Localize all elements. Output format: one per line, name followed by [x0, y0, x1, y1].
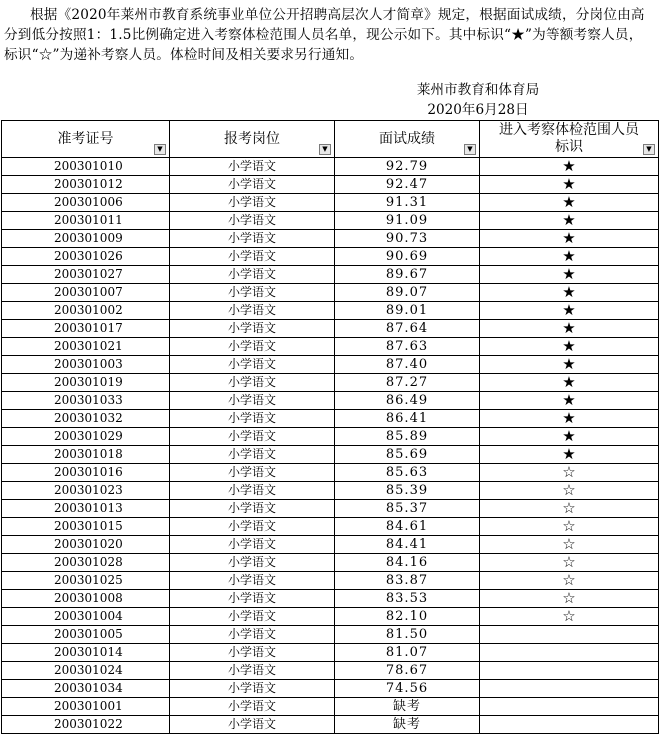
mark-cell[interactable]: ★ — [480, 248, 659, 266]
score-cell[interactable]: 缺考 — [335, 698, 480, 716]
post-cell[interactable]: 小学语文 — [170, 230, 335, 248]
mark-cell[interactable]: ★ — [480, 428, 659, 446]
header-label: 报考岗位 — [224, 130, 280, 147]
score-cell[interactable]: 85.37 — [335, 500, 480, 518]
score-cell[interactable]: 90.69 — [335, 248, 480, 266]
score-cell[interactable]: 缺考 — [335, 716, 480, 734]
table-row — [2, 554, 659, 572]
exam-id-cell[interactable]: 200301002 — [2, 302, 170, 320]
exam-id-cell[interactable]: 200301025 — [2, 572, 170, 590]
exam-id-cell[interactable]: 200301009 — [2, 230, 170, 248]
post-cell[interactable]: 小学语文 — [170, 392, 335, 410]
table-row — [2, 698, 659, 716]
table-row — [2, 158, 659, 176]
score-cell[interactable]: 84.41 — [335, 536, 480, 554]
exam-id-cell[interactable]: 200301010 — [2, 158, 170, 176]
score-cell[interactable]: 85.69 — [335, 446, 480, 464]
mark-cell[interactable]: ☆ — [480, 608, 659, 626]
exam-id-cell[interactable]: 200301020 — [2, 536, 170, 554]
exam-id-cell[interactable]: 200301032 — [2, 410, 170, 428]
post-cell[interactable]: 小学语文 — [170, 248, 335, 266]
mark-cell[interactable]: ☆ — [480, 572, 659, 590]
exam-id-cell[interactable]: 200301026 — [2, 248, 170, 266]
post-cell[interactable]: 小学语文 — [170, 482, 335, 500]
table-row — [2, 302, 659, 320]
post-cell[interactable]: 小学语文 — [170, 158, 335, 176]
score-cell[interactable]: 89.01 — [335, 302, 480, 320]
exam-id-cell[interactable]: 200301023 — [2, 482, 170, 500]
score-cell[interactable]: 85.39 — [335, 482, 480, 500]
table-row — [2, 338, 659, 356]
mark-cell[interactable]: ★ — [480, 194, 659, 212]
mark-cell[interactable] — [480, 626, 659, 644]
exam-id-cell[interactable]: 200301022 — [2, 716, 170, 734]
table-row — [2, 212, 659, 230]
table-row — [2, 500, 659, 518]
post-cell[interactable]: 小学语文 — [170, 500, 335, 518]
post-cell[interactable]: 小学语文 — [170, 446, 335, 464]
mark-cell[interactable]: ★ — [480, 176, 659, 194]
mark-cell[interactable]: ★ — [480, 212, 659, 230]
mark-cell[interactable] — [480, 680, 659, 698]
exam-id-cell[interactable]: 200301027 — [2, 266, 170, 284]
mark-cell[interactable]: ☆ — [480, 554, 659, 572]
mark-cell[interactable]: ★ — [480, 446, 659, 464]
post-cell[interactable]: 小学语文 — [170, 320, 335, 338]
post-cell[interactable]: 小学语文 — [170, 374, 335, 392]
score-cell[interactable]: 91.31 — [335, 194, 480, 212]
post-cell[interactable]: 小学语文 — [170, 662, 335, 680]
mark-cell[interactable]: ☆ — [480, 590, 659, 608]
table-row — [2, 536, 659, 554]
score-cell[interactable]: 82.10 — [335, 608, 480, 626]
exam-id-cell[interactable]: 200301021 — [2, 338, 170, 356]
table-row — [2, 266, 659, 284]
mark-cell[interactable]: ★ — [480, 284, 659, 302]
score-cell[interactable]: 84.61 — [335, 518, 480, 536]
table-row — [2, 320, 659, 338]
mark-cell[interactable]: ★ — [480, 374, 659, 392]
exam-id-cell[interactable]: 200301014 — [2, 644, 170, 662]
mark-cell[interactable]: ★ — [480, 158, 659, 176]
post-cell[interactable]: 小学语文 — [170, 680, 335, 698]
table-row — [2, 482, 659, 500]
table-row — [2, 716, 659, 734]
table-row — [2, 590, 659, 608]
score-cell[interactable]: 87.64 — [335, 320, 480, 338]
exam-id-cell[interactable]: 200301007 — [2, 284, 170, 302]
score-cell[interactable]: 91.09 — [335, 212, 480, 230]
mark-cell[interactable]: ☆ — [480, 482, 659, 500]
exam-id-cell[interactable]: 200301017 — [2, 320, 170, 338]
table-row — [2, 608, 659, 626]
issue-date: 2020年6月28日 — [427, 102, 529, 118]
post-cell[interactable]: 小学语文 — [170, 302, 335, 320]
mark-cell[interactable]: ★ — [480, 410, 659, 428]
table-row — [2, 392, 659, 410]
score-cell[interactable]: 85.89 — [335, 428, 480, 446]
exam-id-cell[interactable]: 200301029 — [2, 428, 170, 446]
score-cell[interactable]: 90.73 — [335, 230, 480, 248]
header-row — [2, 121, 659, 158]
mark-cell[interactable] — [480, 644, 659, 662]
score-cell[interactable]: 87.63 — [335, 338, 480, 356]
table-row — [2, 464, 659, 482]
post-cell[interactable]: 小学语文 — [170, 338, 335, 356]
filter-dropdown-icon[interactable]: ▼ — [464, 144, 476, 155]
table-row — [2, 176, 659, 194]
exam-id-cell[interactable]: 200301024 — [2, 662, 170, 680]
exam-id-cell[interactable]: 200301034 — [2, 680, 170, 698]
mark-cell[interactable]: ★ — [480, 338, 659, 356]
mark-cell[interactable]: ★ — [480, 356, 659, 374]
score-cell[interactable]: 78.67 — [335, 662, 480, 680]
score-cell[interactable]: 92.79 — [335, 158, 480, 176]
post-cell[interactable]: 小学语文 — [170, 554, 335, 572]
table-row — [2, 572, 659, 590]
exam-id-cell[interactable]: 200301011 — [2, 212, 170, 230]
score-cell[interactable]: 86.41 — [335, 410, 480, 428]
score-cell[interactable]: 81.50 — [335, 626, 480, 644]
table-row — [2, 284, 659, 302]
issuer-block — [398, 80, 558, 120]
score-cell[interactable]: 74.56 — [335, 680, 480, 698]
exam-id-cell[interactable]: 200301016 — [2, 464, 170, 482]
table-row — [2, 230, 659, 248]
score-cell[interactable]: 81.07 — [335, 644, 480, 662]
exam-id-cell[interactable]: 200301015 — [2, 518, 170, 536]
header-label: 准考证号 — [57, 130, 114, 147]
table-row — [2, 356, 659, 374]
header-label: 面试成绩 — [379, 130, 435, 147]
mark-cell[interactable]: ★ — [480, 230, 659, 248]
exam-id-cell[interactable]: 200301003 — [2, 356, 170, 374]
notice-text: 根据《2020年莱州市教育系统事业单位公开招聘高层次人才简章》规定，根据面试成绩，分岗位由高分到低分按照1：1.5比例确定进入考察体检范围人员名单，现公示如下。其中标识“★”为等额考察人员，标识“☆”为递补考察人员。体检时间及相关要求另行通知。 — [4, 7, 645, 63]
score-cell[interactable]: 87.40 — [335, 356, 480, 374]
table-row — [2, 644, 659, 662]
table-row — [2, 680, 659, 698]
filter-dropdown-icon[interactable]: ▼ — [319, 144, 331, 155]
table-row — [2, 410, 659, 428]
mark-cell[interactable]: ☆ — [480, 536, 659, 554]
header-label-line2: 标识 — [555, 139, 583, 155]
mark-cell[interactable]: ☆ — [480, 500, 659, 518]
post-cell[interactable]: 小学语文 — [170, 464, 335, 482]
table-row — [2, 374, 659, 392]
table-row — [2, 518, 659, 536]
post-cell[interactable]: 小学语文 — [170, 536, 335, 554]
exam-id-cell[interactable]: 200301028 — [2, 554, 170, 572]
post-cell[interactable]: 小学语文 — [170, 194, 335, 212]
post-cell[interactable]: 小学语文 — [170, 212, 335, 230]
table-row — [2, 428, 659, 446]
post-cell[interactable]: 小学语文 — [170, 284, 335, 302]
mark-cell[interactable]: ☆ — [480, 518, 659, 536]
post-cell[interactable]: 小学语文 — [170, 266, 335, 284]
score-cell[interactable]: 85.63 — [335, 464, 480, 482]
post-cell[interactable]: 小学语文 — [170, 608, 335, 626]
table-row — [2, 626, 659, 644]
header-exam-id — [2, 121, 170, 158]
mark-cell[interactable]: ★ — [480, 392, 659, 410]
post-cell[interactable]: 小学语文 — [170, 716, 335, 734]
post-cell[interactable]: 小学语文 — [170, 644, 335, 662]
mark-cell[interactable] — [480, 662, 659, 680]
results-table — [1, 120, 659, 734]
table-row — [2, 248, 659, 266]
header-score — [335, 121, 480, 158]
exam-id-cell[interactable]: 200301013 — [2, 500, 170, 518]
exam-id-cell[interactable]: 200301005 — [2, 626, 170, 644]
post-cell[interactable]: 小学语文 — [170, 410, 335, 428]
post-cell[interactable]: 小学语文 — [170, 698, 335, 716]
table-row — [2, 446, 659, 464]
notice-paragraph — [4, 5, 654, 65]
post-cell[interactable]: 小学语文 — [170, 626, 335, 644]
filter-dropdown-icon[interactable]: ▼ — [643, 144, 655, 155]
post-cell[interactable]: 小学语文 — [170, 428, 335, 446]
score-cell[interactable]: 89.67 — [335, 266, 480, 284]
exam-id-cell[interactable]: 200301006 — [2, 194, 170, 212]
score-cell[interactable]: 86.49 — [335, 392, 480, 410]
mark-cell[interactable] — [480, 698, 659, 716]
exam-id-cell[interactable]: 200301018 — [2, 446, 170, 464]
issuer-name: 莱州市教育和体育局 — [416, 82, 540, 98]
exam-id-cell[interactable]: 200301004 — [2, 608, 170, 626]
filter-dropdown-icon[interactable]: ▼ — [154, 144, 166, 155]
header-label-line1: 进入考察体检范围人员 — [499, 122, 639, 138]
mark-cell[interactable] — [480, 716, 659, 734]
mark-cell[interactable]: ★ — [480, 320, 659, 338]
exam-id-cell[interactable]: 200301012 — [2, 176, 170, 194]
mark-cell[interactable]: ★ — [480, 266, 659, 284]
header-mark — [480, 121, 659, 158]
score-cell[interactable]: 84.16 — [335, 554, 480, 572]
mark-cell[interactable]: ☆ — [480, 464, 659, 482]
score-cell[interactable]: 92.47 — [335, 176, 480, 194]
header-post — [170, 121, 335, 158]
post-cell[interactable]: 小学语文 — [170, 572, 335, 590]
exam-id-cell[interactable]: 200301033 — [2, 392, 170, 410]
score-cell[interactable]: 83.53 — [335, 590, 480, 608]
post-cell[interactable]: 小学语文 — [170, 518, 335, 536]
mark-cell[interactable]: ★ — [480, 302, 659, 320]
post-cell[interactable]: 小学语文 — [170, 590, 335, 608]
post-cell[interactable]: 小学语文 — [170, 356, 335, 374]
score-cell[interactable]: 89.07 — [335, 284, 480, 302]
score-cell[interactable]: 87.27 — [335, 374, 480, 392]
exam-id-cell[interactable]: 200301008 — [2, 590, 170, 608]
score-cell[interactable]: 83.87 — [335, 572, 480, 590]
exam-id-cell[interactable]: 200301019 — [2, 374, 170, 392]
table-row — [2, 194, 659, 212]
exam-id-cell[interactable]: 200301001 — [2, 698, 170, 716]
post-cell[interactable]: 小学语文 — [170, 176, 335, 194]
table-row — [2, 662, 659, 680]
